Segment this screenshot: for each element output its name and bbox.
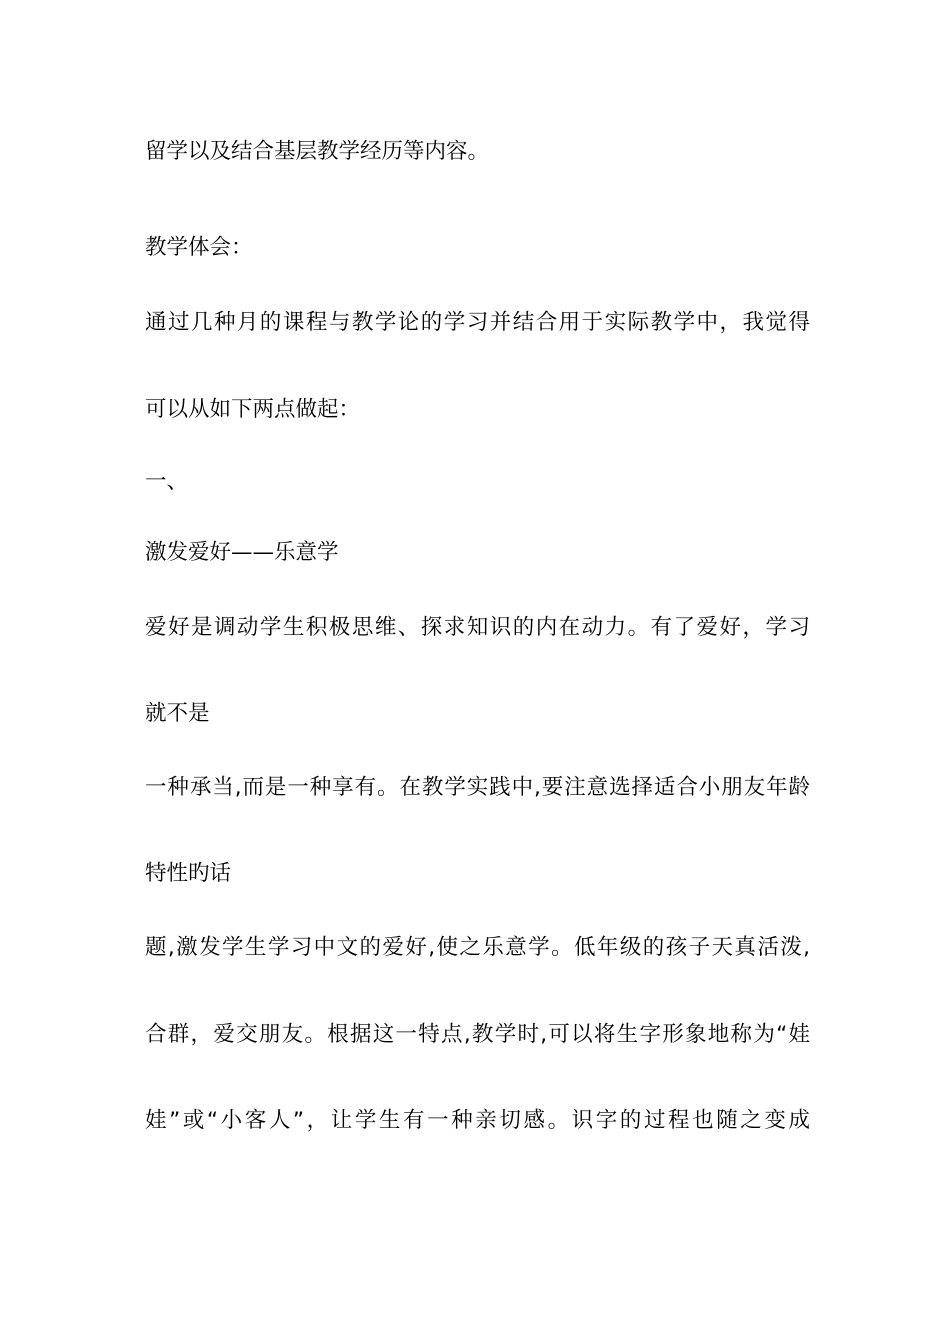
text-line: 题,激发学生学习中文的爱好,使之乐意学。低年级的孩子天真活泼, <box>145 935 810 960</box>
section-heading: 教学体会： <box>145 235 253 260</box>
list-marker: 一、 <box>145 469 189 494</box>
text-line: 通过几种月的课程与教学论的学习并结合用于实际教学中，我觉得 <box>145 310 810 335</box>
text-line: 爱好是调动学生积极思维、探求知识的内在动力。有了爱好，学习 <box>145 615 810 640</box>
text-line: 就不是 <box>145 701 210 726</box>
subheading: 激发爱好——乐意学 <box>145 540 339 565</box>
text-line: 特性旳话 <box>145 861 232 886</box>
text-line: 合群，爱交朋友。根据这一特点,教学时,可以将生字形象地称为“娃 <box>145 1022 810 1047</box>
text-line: 一种承当,而是一种享有。在教学实践中,要注意选择适合小朋友年龄 <box>145 775 810 800</box>
text-line: 可以从如下两点做起： <box>145 397 361 422</box>
text-line: 留学以及结合基层教学经历等内容。 <box>145 139 490 164</box>
text-line: 娃”或“小客人”，让学生有一种亲切感。识字的过程也随之变成 <box>145 1108 810 1133</box>
